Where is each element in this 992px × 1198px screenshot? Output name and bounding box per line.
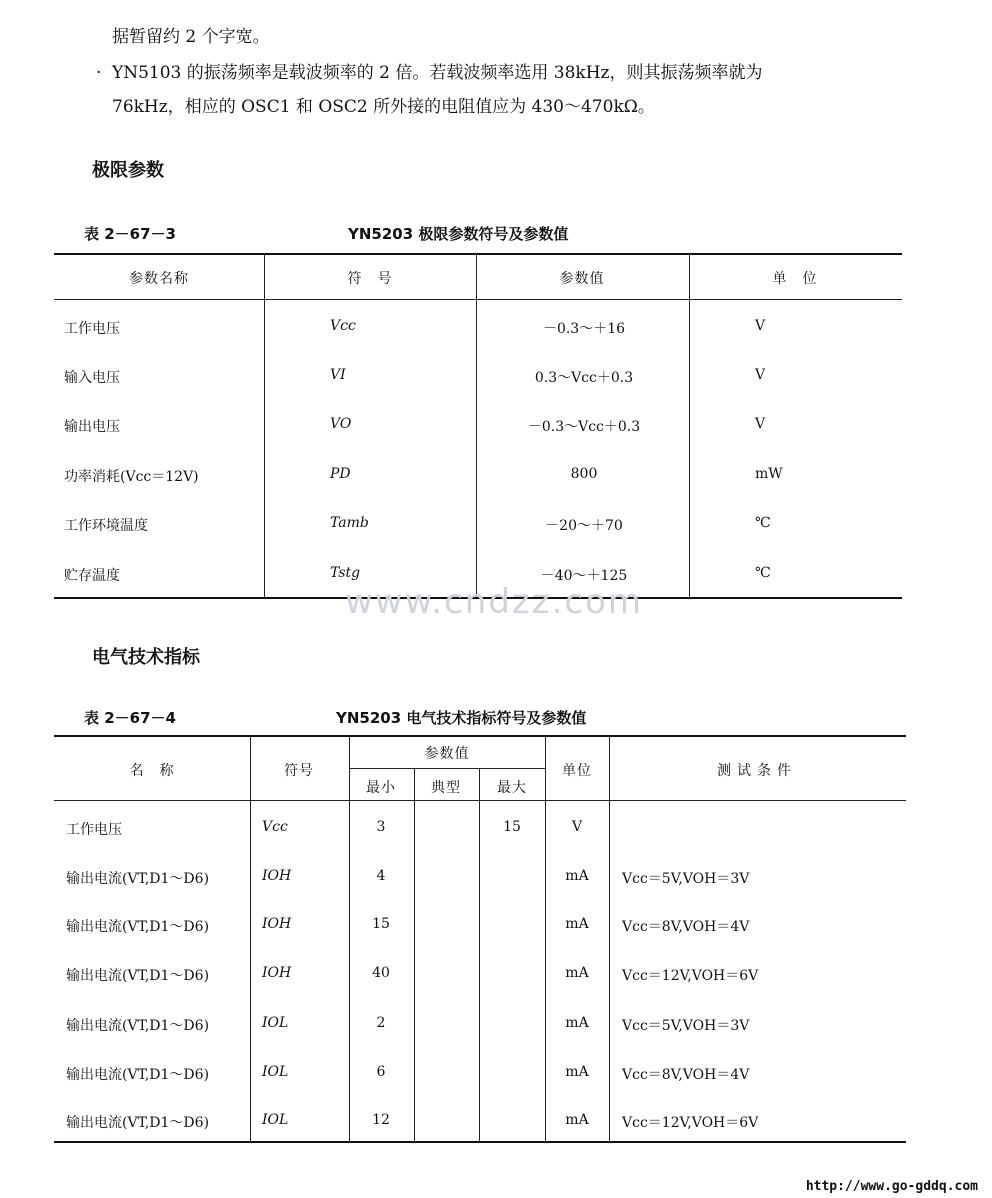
table1-cell-value: －0.3～＋16 [542,321,626,337]
table2-cell-unit: mA [565,1112,589,1128]
table2-col-divider [414,768,415,1141]
table2-col-divider [479,768,480,1141]
table2-cell-min: 40 [372,965,390,981]
table1-cell-name: 贮存温度 [64,568,120,584]
table2-cell-unit: V [571,819,583,835]
table2-header-min: 最小 [366,780,396,796]
table1-cell-symbol: Tamb [330,515,369,531]
table2-header-unit: 单位 [562,763,592,779]
table2-cell-unit: mA [565,1064,589,1080]
table1-cell-name: 功率消耗(Vcc＝12V) [64,469,199,485]
table2-cell-min: 2 [376,1015,386,1031]
table1-header-symbol: 符 号 [347,271,393,287]
intro-line-1: 据暂留约 2 个字宽。 [112,27,270,47]
table2-cell-max: 15 [503,819,521,835]
table2-cell-conditions: Vcc＝8V,VOH＝4V [622,919,750,935]
table2-cell-symbol: IOL [262,1064,289,1080]
table2-cell-conditions: Vcc＝5V,VOH＝3V [622,1018,750,1034]
table1-cell-value: －20～＋70 [545,518,623,534]
table2-cell-symbol: Vcc [262,819,288,835]
table1-cell-symbol: PD [330,466,351,482]
table1-cell-symbol: VI [330,367,346,383]
table2-col-divider [545,735,546,1141]
table2-cell-name: 输出电流(VT,D1～D6) [66,968,210,984]
table1-cell-name: 输入电压 [64,370,120,386]
table-title-1: YN5203 极限参数符号及参数值 [348,225,569,243]
table1-header-name: 参数名称 [129,271,189,287]
table2-cell-min: 6 [376,1064,386,1080]
table2-bottom-rule [54,1141,906,1143]
table2-col-divider [250,735,251,1141]
table1-cell-name: 工作环境温度 [64,518,148,534]
table2-cell-conditions: Vcc＝5V,VOH＝3V [622,871,750,887]
table1-cell-unit: V [755,416,766,432]
table2-cell-name: 输出电流(VT,D1～D6) [66,1115,210,1131]
table2-cell-name: 工作电压 [66,822,122,838]
table2-cell-name: 输出电流(VT,D1～D6) [66,1018,210,1034]
table2-header-param: 参数值 [424,746,470,762]
table-title-2: YN5203 电气技术指标符号及参数值 [336,709,587,727]
table1-col-divider [476,253,477,597]
table1-header-rule [54,299,902,300]
table2-col-divider [349,735,350,1141]
table2-cell-name: 输出电流(VT,D1～D6) [66,919,210,935]
intro-line-2: YN5103 的振荡频率是载波频率的 2 倍。若载波频率选用 38kHz，则其振荡频率就为 [112,63,763,83]
table1-header-value: 参数值 [559,271,605,287]
section-heading-electrical: 电气技术指标 [92,647,200,668]
table2-header-conditions: 测试条件 [717,763,797,779]
table2-cell-conditions: Vcc＝12V,VOH＝6V [622,1115,759,1131]
table2-header-max: 最大 [497,780,527,796]
table2-cell-unit: mA [565,965,589,981]
table2-cell-symbol: IOH [262,916,292,932]
table1-col-divider [264,253,265,597]
table-number-2: 表 2－67－4 [84,709,176,727]
table1-top-rule [54,253,902,255]
table2-cell-min: 12 [372,1112,390,1128]
table1-cell-symbol: Vcc [330,318,356,334]
bullet-mark: · [96,63,102,83]
table2-header-symbol: 符号 [284,763,314,779]
table1-cell-value: －40～＋125 [540,568,628,584]
table1-cell-unit: ℃ [755,515,771,531]
table2-cell-min: 3 [376,819,386,835]
table2-header-name: 名 称 [129,763,175,779]
table2-top-rule [54,735,906,737]
table2-col-divider [609,735,610,1141]
table2-subheader-rule [349,768,545,769]
table2-cell-symbol: IOH [262,965,292,981]
table2-cell-min: 4 [376,868,386,884]
table2-cell-unit: mA [565,1015,589,1031]
table1-cell-unit: mW [755,466,783,482]
table-number-1: 表 2－67－3 [84,225,176,243]
table2-header-typ: 典型 [431,780,461,796]
table2-header-rule [54,800,906,801]
table1-cell-value: 800 [570,466,598,482]
table1-cell-symbol: VO [330,416,352,432]
table1-col-divider [689,253,690,597]
table2-cell-conditions: Vcc＝12V,VOH＝6V [622,968,759,984]
table2-cell-unit: mA [565,868,589,884]
section-heading-limits: 极限参数 [92,160,164,181]
table1-cell-unit: ℃ [755,565,771,581]
watermark: www.cndzz.com [345,582,644,622]
table1-cell-unit: V [755,318,766,334]
table2-cell-symbol: IOH [262,868,292,884]
table1-cell-value: 0.3～Vcc＋0.3 [534,370,634,386]
table2-cell-symbol: IOL [262,1112,289,1128]
footer-url[interactable]: http://www.go-gddq.com [805,1179,978,1194]
intro-line-3: 76kHz，相应的 OSC1 和 OSC2 所外接的电阻值应为 430～470kΩ。 [112,97,655,117]
table2-cell-min: 15 [372,916,390,932]
table1-cell-symbol: Tstg [330,565,361,581]
table1-cell-unit: V [755,367,766,383]
table2-cell-symbol: IOL [262,1015,289,1031]
table1-cell-name: 输出电压 [64,419,120,435]
table2-cell-name: 输出电流(VT,D1～D6) [66,1067,210,1083]
table1-cell-name: 工作电压 [64,321,120,337]
table2-cell-unit: mA [565,916,589,932]
table2-cell-name: 输出电流(VT,D1～D6) [66,871,210,887]
table1-header-unit: 单 位 [772,271,818,287]
table1-cell-value: －0.3～Vcc＋0.3 [527,419,641,435]
table2-cell-conditions: Vcc＝8V,VOH＝4V [622,1067,750,1083]
